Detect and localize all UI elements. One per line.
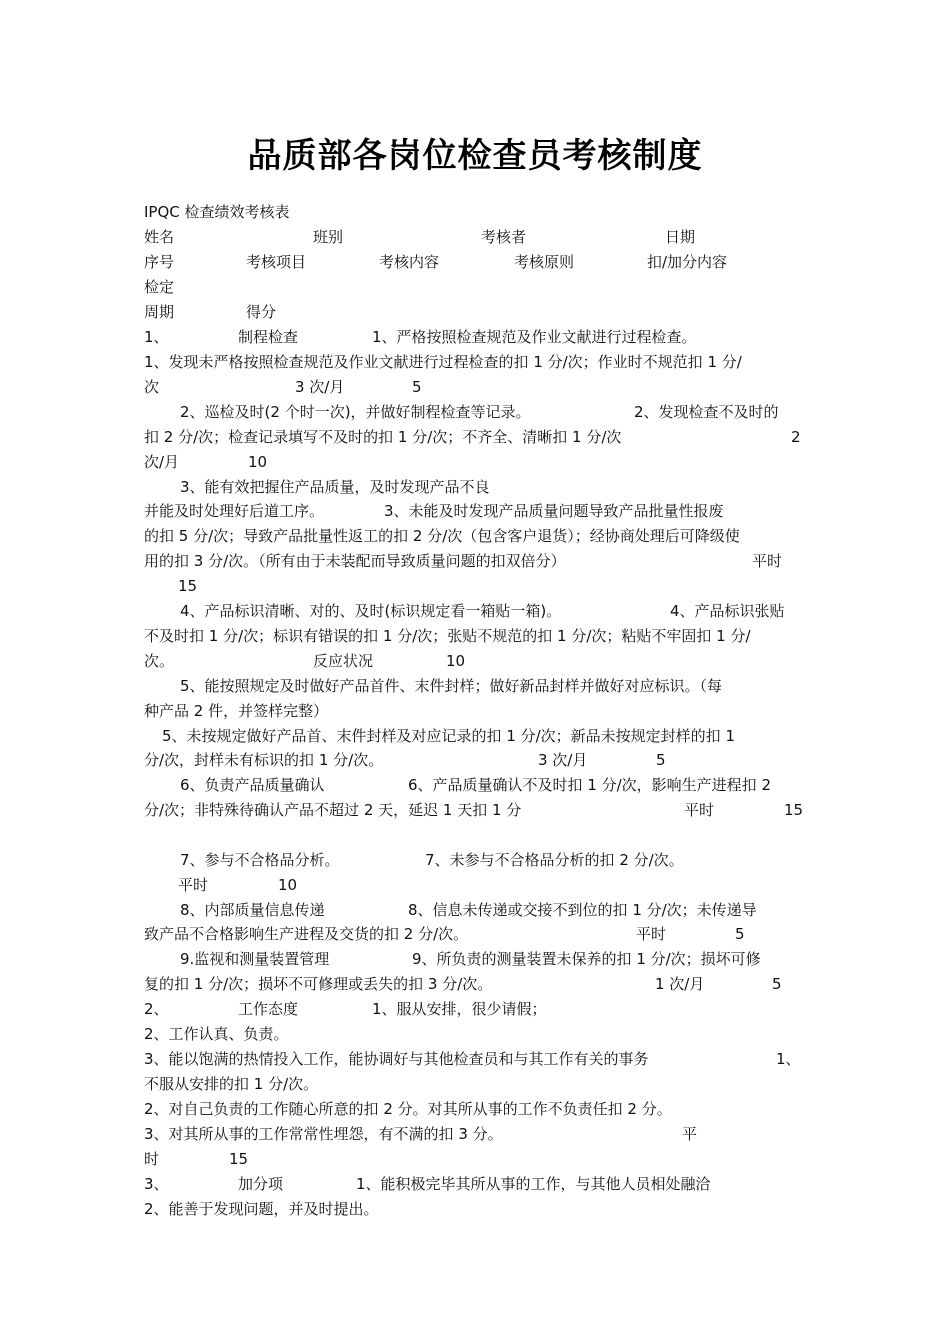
text-line: 3、能有效把握住产品质量，及时发现产品不良 — [180, 478, 490, 496]
text-line: 并能及时处理好后道工序。 — [144, 502, 325, 520]
row-number: 2、 — [144, 1000, 169, 1018]
text-line: 1、服从安排，很少请假； — [372, 1000, 547, 1018]
text-line: 1、能积极完毕其所从事的工作，与其他人员相处融洽 — [356, 1175, 711, 1193]
text-line: 2、工作认真、负责。 — [144, 1025, 289, 1043]
text-line: 用的扣 3 分/次。（所有由于未装配而导致质量问题的扣双倍分） — [144, 552, 566, 570]
score-value: 10 — [278, 876, 298, 894]
table-caption: IPQC 检查绩效考核表 — [144, 203, 290, 221]
text-line: 6、产品质量确认不及时扣 1 分/次，影响生产进程扣 2 — [408, 776, 771, 794]
score-value: 5 — [656, 751, 666, 769]
text-line: 4、产品标识张贴 — [670, 602, 785, 620]
row-item: 加分项 — [238, 1175, 284, 1193]
text-line: 7、未参与不合格品分析的扣 2 分/次。 — [425, 851, 684, 869]
period-value: 1 次/月 — [655, 975, 705, 993]
text-line: 2、能善于发现问题，并及时提出。 — [144, 1200, 379, 1218]
text-line: 2、发现检查不及时的 — [634, 403, 779, 421]
text-line: 4、产品标识清晰、对的、及时(标识规定看一箱贴一箱)。 — [180, 602, 562, 620]
text-line: 2、对自己负责的工作随心所意的扣 2 分。对其所从事的工作不负责任扣 2 分。 — [144, 1100, 672, 1118]
text-line: 3、对其所从事的工作常常性埋怨，有不满的扣 3 分。 — [144, 1125, 503, 1143]
text-line: 分/次；非特殊待确认产品不超过 2 天，延迟 1 天扣 1 分 — [144, 801, 522, 819]
column-header-content: 考核内容 — [379, 253, 440, 271]
text-line: 1、发现未严格按照检查规范及作业文献进行过程检查的扣 1 分/次；作业时不规范扣 1 分/ — [144, 353, 742, 371]
period-value: 2 — [791, 428, 801, 446]
column-header-deduction: 扣/加分内容 — [647, 253, 728, 271]
score-value: 10 — [248, 453, 268, 471]
text-line: 1、严格按照检查规范及作业文献进行过程检查。 — [372, 328, 697, 346]
text-line: 种产品 2 件，并签样完整） — [144, 702, 329, 720]
text-line: 不及时扣 1 分/次；标识有错误的扣 1 分/次；张贴不规范的扣 1 分/次；粘贴不牢固扣 1 分/ — [144, 627, 751, 645]
text-line: 5、能按照规定及时做好产品首件、末件封样；做好新品封样并做好对应标识。（每 — [180, 677, 723, 695]
row-number: 3、 — [144, 1175, 169, 1193]
text-line: 8、内部质量信息传递 — [180, 901, 325, 919]
text-line: 的扣 5 分/次；导致产品批量性返工的扣 2 分/次（包含客户退货）；经协商处理后可降级使 — [144, 527, 740, 545]
field-label-date: 日期 — [665, 228, 696, 246]
text-line: 复的扣 1 分/次；损坏不可修理或丢失的扣 3 分/次。 — [144, 975, 493, 993]
period-value: 反应状况 — [313, 652, 374, 670]
row-item: 工作态度 — [238, 1000, 299, 1018]
text-line: 6、负责产品质量确认 — [180, 776, 325, 794]
period-value: 3 次/月 — [538, 751, 588, 769]
row-number: 1、 — [144, 328, 169, 346]
period-value: 平时 — [178, 876, 209, 894]
text-line: 3、能以饱满的热情投入工作，能协调好与其他检查员和与其工作有关的事务 — [144, 1050, 649, 1068]
period-value: 时 — [144, 1150, 160, 1168]
text-line: 扣 2 分/次；检查记录填写不及时的扣 1 分/次；不齐全、清晰扣 1 分/次 — [144, 428, 622, 446]
score-value: 5 — [412, 378, 422, 396]
field-label-shift: 班别 — [313, 228, 344, 246]
score-value: 15 — [229, 1150, 249, 1168]
score-value: 10 — [446, 652, 466, 670]
column-header-principle: 考核原则 — [514, 253, 575, 271]
row-item: 制程检查 — [238, 328, 299, 346]
text-line: 8、信息未传递或交接不到位的扣 1 分/次；未传递导 — [408, 901, 757, 919]
text-line: 次 — [144, 378, 160, 396]
text-line: 分/次，封样未有标识的扣 1 分/次。 — [144, 751, 384, 769]
column-header-period: 周期 — [144, 303, 175, 321]
score-value: 5 — [735, 925, 745, 943]
column-header-item: 考核项目 — [246, 253, 307, 271]
column-header-no: 序号 — [144, 253, 175, 271]
period-value: 平时 — [752, 552, 783, 570]
text-line: 1、 — [776, 1050, 801, 1068]
period-value: 平时 — [684, 801, 715, 819]
period-value: 3 次/月 — [295, 378, 345, 396]
score-value: 15 — [178, 577, 198, 595]
field-label-assessor: 考核者 — [481, 228, 527, 246]
field-label-name: 姓名 — [144, 228, 175, 246]
text-line: 次。 — [144, 652, 175, 670]
period-value: 平 — [682, 1125, 698, 1143]
text-line: 5、未按规定做好产品首、末件封样及对应记录的扣 1 分/次；新品未按规定封样的扣 1 — [162, 727, 735, 745]
text-line: 次/月 — [144, 453, 180, 471]
period-value: 平时 — [636, 925, 667, 943]
text-line: 9、所负责的测量装置未保养的扣 1 分/次；损坏可修 — [412, 950, 761, 968]
text-line: 2、巡检及时(2 个时一次)，并做好制程检查等记录。 — [180, 403, 531, 421]
column-header-score: 得分 — [246, 303, 277, 321]
text-line: 致产品不合格影响生产进程及交货的扣 2 分/次。 — [144, 925, 469, 943]
column-header-verify: 检定 — [144, 278, 175, 296]
score-value: 15 — [784, 801, 804, 819]
text-line: 不服从安排的扣 1 分/次。 — [144, 1075, 319, 1093]
text-line: 9.监视和测量装置管理 — [180, 950, 330, 968]
text-line: 3、未能及时发现产品质量问题导致产品批量性报废 — [384, 502, 724, 520]
document-title: 品质部各岗位检查员考核制度 — [247, 136, 703, 176]
text-line: 7、参与不合格品分析。 — [180, 851, 340, 869]
score-value: 5 — [772, 975, 782, 993]
